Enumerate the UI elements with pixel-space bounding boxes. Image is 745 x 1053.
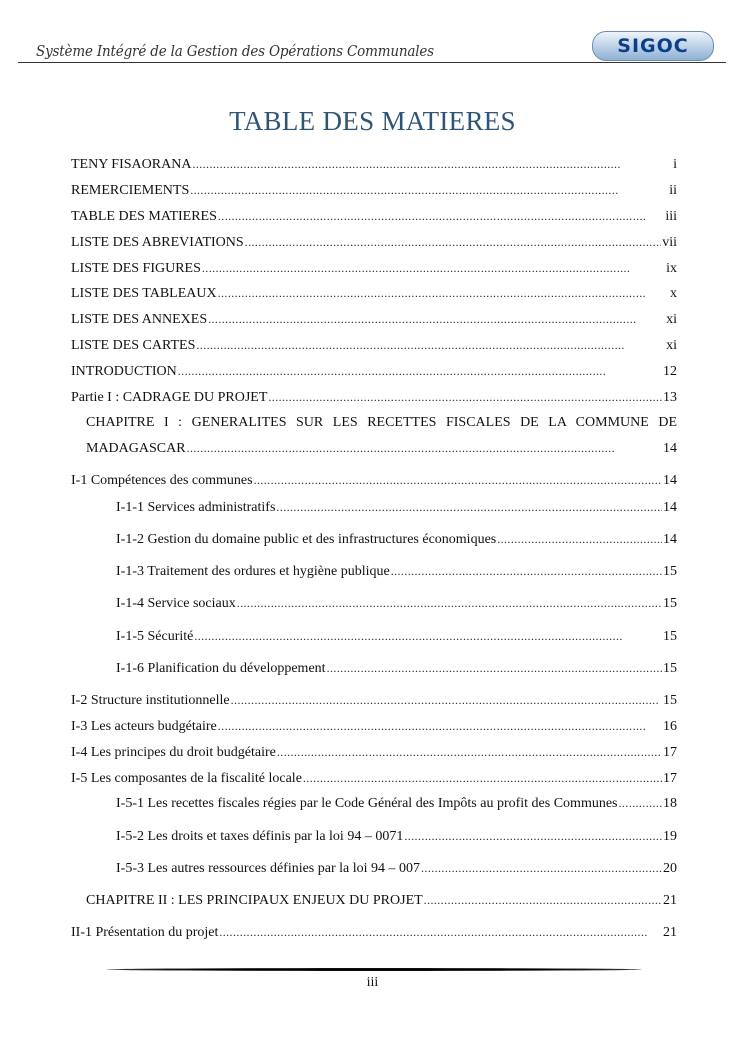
toc-entry[interactable] (71, 183, 677, 203)
toc-leader (218, 209, 664, 224)
toc-entry-page: 14 (663, 473, 677, 488)
toc-entry[interactable] (71, 157, 677, 177)
toc-entry-text: I-2 Structure institutionnelle (71, 693, 230, 708)
toc-entry-page: xi (666, 312, 677, 327)
toc-entry-page: 21 (663, 925, 677, 940)
toc-entry-page: 14 (663, 532, 677, 547)
toc-entry-text: LISTE DES CARTES (71, 338, 196, 353)
toc-entry[interactable] (86, 893, 677, 913)
toc-entry[interactable] (71, 364, 677, 384)
toc-leader (404, 829, 662, 844)
toc-entry-page: 16 (663, 719, 677, 734)
toc-entry-text: MADAGASCAR (86, 441, 186, 456)
toc-leader (231, 693, 662, 708)
toc-entry-page: 15 (663, 693, 677, 708)
toc-leader (254, 473, 662, 488)
toc-entry-text: II-1 Présentation du projet (71, 925, 219, 940)
toc-entry[interactable] (71, 209, 677, 229)
toc-entry-text: I-5-3 Les autres ressources définies par la loi 94 – 007 (116, 861, 421, 876)
toc-leader (219, 925, 662, 940)
toc-entry[interactable] (71, 286, 677, 306)
toc-entry[interactable] (116, 661, 677, 681)
toc-entry-page: 14 (663, 441, 677, 456)
toc-entry-page: 14 (663, 500, 677, 515)
toc-leader (277, 745, 662, 760)
sigoc-logo: SIGOC (592, 31, 714, 61)
toc-entry[interactable] (116, 829, 677, 849)
toc-entry[interactable] (71, 925, 677, 945)
toc-entry-text: I-1-4 Service sociaux (116, 596, 236, 611)
toc-entry-page: 15 (663, 661, 677, 676)
toc-entry[interactable] (71, 719, 677, 739)
toc-entry[interactable] (116, 796, 677, 816)
toc-leader (268, 390, 662, 405)
toc-entry[interactable] (71, 261, 677, 281)
toc-entry-text: I-1-1 Services administratifs (116, 500, 276, 515)
header-title: Système Intégré de la Gestion des Opérations Communales (36, 42, 434, 60)
toc-entry[interactable] (116, 596, 677, 616)
toc-leader (192, 157, 672, 172)
toc-leader (327, 661, 662, 676)
toc-entry[interactable] (116, 500, 677, 520)
toc-leader (421, 861, 662, 876)
toc-entry-text: Partie I : CADRAGE DU PROJET (71, 390, 268, 405)
toc-entry-text: I-3 Les acteurs budgétaire (71, 719, 217, 734)
toc-entry-page: 20 (663, 861, 677, 876)
toc-entry-text: LISTE DES ANNEXES (71, 312, 208, 327)
toc-entry-text: LISTE DES ABREVIATIONS (71, 235, 244, 250)
toc-entry[interactable] (71, 473, 677, 493)
toc-entry-text: I-5-1 Les recettes fiscales régies par le Code Général des Impôts au profit des Communes (116, 796, 618, 811)
toc-entry-page: 18 (663, 796, 677, 811)
toc-leader (187, 441, 662, 456)
toc-entry-text: I-1-3 Traitement des ordures et hygiène publique (116, 564, 390, 579)
toc-entry-page: 19 (663, 829, 677, 844)
toc-entry-page: 21 (663, 893, 677, 908)
toc-entry[interactable] (71, 693, 677, 713)
toc-entry-page: xi (666, 338, 677, 353)
toc-entry-text: INTRODUCTION (71, 364, 177, 379)
toc-entry-page: 17 (663, 745, 677, 760)
chapter-1-title-line[interactable]: CHAPITRE I : GENERALITES SUR LES RECETTES FISCALES DE LA COMMUNE DE (86, 415, 677, 430)
toc-leader (194, 629, 662, 644)
toc-leader (497, 532, 662, 547)
toc-entry-text: CHAPITRE II : LES PRINCIPAUX ENJEUX DU PROJET (86, 893, 423, 908)
toc-entry[interactable] (71, 390, 677, 410)
toc-entry-page: ix (666, 261, 677, 276)
toc-entry-text: TABLE DES MATIERES (71, 209, 217, 224)
toc-entry-text: LISTE DES TABLEAUX (71, 286, 217, 301)
toc-entry-text: REMERCIEMENTS (71, 183, 190, 198)
toc-entry-page: 12 (663, 364, 677, 379)
toc-entry[interactable] (116, 564, 677, 584)
toc-entry-page: 15 (663, 564, 677, 579)
toc-entry-text: TENY FISAORANA (71, 157, 192, 172)
toc-entry[interactable] (71, 235, 677, 255)
toc-entry-text: I-1-5 Sécurité (116, 629, 194, 644)
header-divider (18, 62, 726, 63)
toc-entry-text: I-1-6 Planification du développement (116, 661, 326, 676)
toc-leader (619, 796, 663, 811)
toc-leader (245, 235, 662, 250)
toc-entry-page: ii (669, 183, 677, 198)
toc-leader (424, 893, 662, 908)
toc-entry-page: 15 (663, 629, 677, 644)
toc-leader (303, 771, 662, 786)
toc-leader (202, 261, 665, 276)
toc-entry-page: x (670, 286, 677, 301)
toc-entry-text: I-5 Les composantes de la fiscalité locale (71, 771, 302, 786)
toc-entry-text: LISTE DES FIGURES (71, 261, 201, 276)
toc-entry-page: iii (665, 209, 677, 224)
toc-leader (196, 338, 665, 353)
toc-leader (208, 312, 665, 327)
toc-leader (218, 286, 669, 301)
toc-entry[interactable] (71, 338, 677, 358)
page-number: iii (366, 975, 379, 990)
toc-entry-page: 13 (663, 390, 677, 405)
toc-leader (190, 183, 668, 198)
toc-entry[interactable] (86, 441, 677, 461)
toc-entry[interactable] (116, 532, 677, 552)
toc-entry[interactable] (71, 745, 677, 765)
toc-entry[interactable] (71, 771, 677, 791)
toc-entry-text: I-1-2 Gestion du domaine public et des infrastructures économiques (116, 532, 497, 547)
toc-entry-page: i (673, 157, 677, 172)
toc-entry-page: 17 (663, 771, 677, 786)
toc-leader (218, 719, 662, 734)
toc-leader (178, 364, 662, 379)
toc-title: TABLE DES MATIERES (229, 106, 516, 136)
toc-leader (276, 500, 662, 515)
toc-entry-page: vii (662, 235, 677, 250)
toc-entry[interactable] (71, 312, 677, 332)
toc-entry-text: I-4 Les principes du droit budgétaire (71, 745, 276, 760)
toc-entry[interactable] (116, 629, 677, 649)
toc-entry-text: I-5-2 Les droits et taxes définis par la loi 94 – 0071 (116, 829, 404, 844)
toc-entry-text: I-1 Compétences des communes (71, 473, 253, 488)
toc-entry[interactable] (116, 861, 677, 881)
toc-entry-page: 15 (663, 596, 677, 611)
footer-divider (106, 968, 642, 971)
toc-leader (391, 564, 662, 579)
toc-leader (237, 596, 662, 611)
